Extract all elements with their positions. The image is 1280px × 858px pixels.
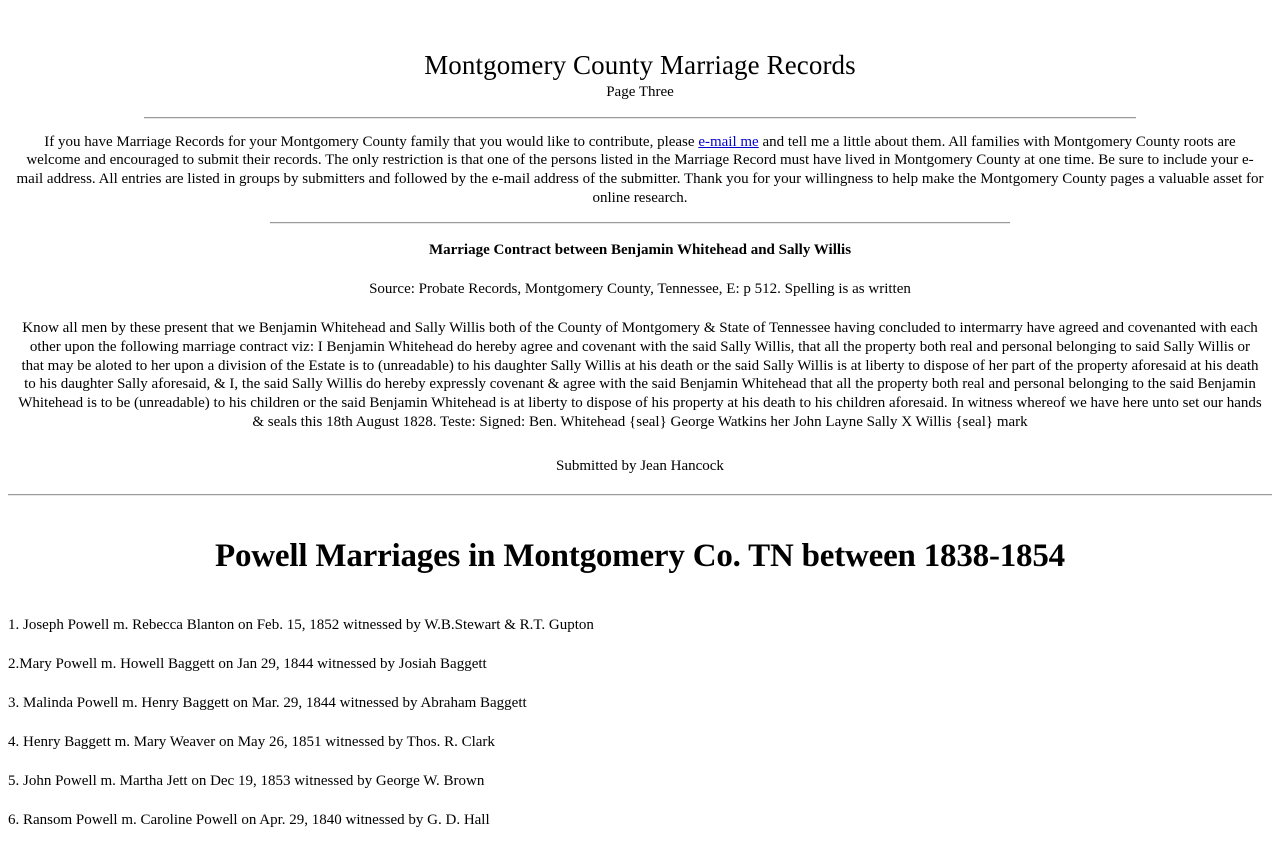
horizontal-rule-middle (270, 222, 1009, 224)
intro-text-before-link: If you have Marriage Records for your Montgomery County family that you would like to contribute, please (44, 133, 699, 150)
horizontal-rule-top (144, 117, 1136, 119)
horizontal-rule-section-divider (8, 494, 1272, 496)
powell-section-heading: Powell Marriages in Montgomery Co. TN between 1838-1854 (215, 537, 1065, 574)
contract-submitter: Submitted by Jean Hancock (556, 458, 724, 475)
list-item: 5. John Powell m. Martha Jett on Dec 19, 1853 witnessed by George W. Brown (8, 772, 485, 789)
intro-text-after-link: and tell me a little about them. All families with Montgomery County roots are welcome and encouraged to submit their records. The only restriction is that one of the persons listed in the Marriage Record must have lived in Montgomery County at one time. Be sure to include your e-mail address. All entries are listed in groups by submitters and followed by the e-mail address of the submitter. Thank you for your willingness to help make the Montgomery County pages a valuable asset for online research. (16, 133, 1264, 206)
list-item: 6. Ransom Powell m. Caroline Powell on Apr. 29, 1840 witnessed by G. D. Hall (8, 811, 490, 828)
list-item: 3. Malinda Powell m. Henry Baggett on Mar. 29, 1844 witnessed by Abraham Baggett (8, 694, 527, 711)
contract-body-text: Know all men by these present that we Benjamin Whitehead and Sally Willis both of the County of Montgomery & State of Tennessee having concluded to intermarry have agreed and covenanted with each other upon the following marriage contract viz: I Benjamin Whitehead do hereby agree and covenant with the said Sally Willis, that all the property both real and personal belonging to said Sally Willis or that may be aloted to her upon a division of the Estate is to (unreadable) to his daughter Sally Willis at his death or the said Sally Willis is at liberty to dispose of her part of the property aforesaid at his death to his daughter Sally aforesaid, & I, the said Sally Willis do hereby expressly covenant & agree with the said Benjamin Whitehead that all the property both real and personal belonging to the said Benjamin Whitehead is to be (unreadable) to his children or the said Benjamin Whitehead is at liberty to dispose of his property at his death to his children aforesaid. In witness whereof we have here unto set our hands & seals this 18th August 1828. Teste: Signed: Ben. Whitehead {seal} George Watkins her John Layne Sally X Willis {seal} mark (18, 320, 1262, 430)
email-me-link[interactable]: e-mail me (698, 133, 759, 150)
list-item: 1. Joseph Powell m. Rebecca Blanton on Feb. 15, 1852 witnessed by W.B.Stewart & R.T. Gupton (8, 616, 594, 633)
powell-marriage-list (8, 616, 1272, 829)
list-item: 2.Mary Powell m. Howell Baggett on Jan 29, 1844 witnessed by Josiah Baggett (8, 655, 487, 672)
page-subtitle: Page Three (606, 84, 674, 101)
list-item: 4. Henry Baggett m. Mary Weaver on May 26, 1851 witnessed by Thos. R. Clark (8, 733, 495, 750)
intro-paragraph (16, 133, 1264, 207)
masthead (8, 50, 1272, 101)
page-title: Montgomery County Marriage Records (424, 50, 856, 80)
contract-source: Source: Probate Records, Montgomery County, Tennessee, E: p 512. Spelling is as written (369, 281, 911, 298)
contract-title: Marriage Contract between Benjamin Whitehead and Sally Willis (428, 242, 852, 259)
